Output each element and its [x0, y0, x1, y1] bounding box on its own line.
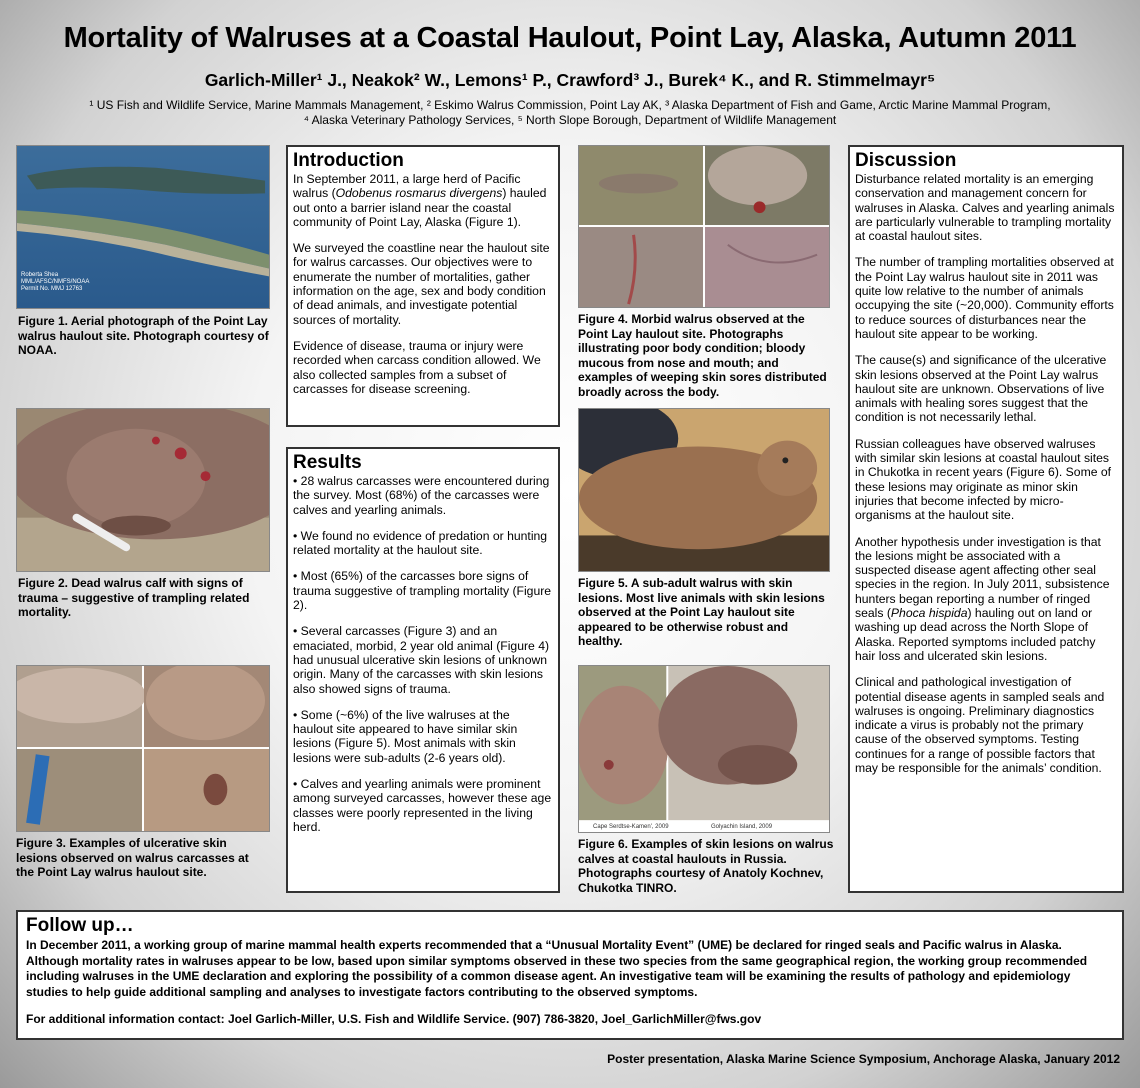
- figure-6-label-right: Golyachin Island, 2009: [711, 824, 773, 830]
- introduction-paragraph-2: We surveyed the coastline near the haulout site for walrus carcasses. Our objectives were to enumerate the number of mortalities, gather information on the age, sex and body condition of dead animals, and investigate potential sources of mortality.: [293, 241, 550, 327]
- discussion-heading: Discussion: [855, 150, 957, 171]
- contact-info: For additional information contact: Joel Garlich-Miller, U.S. Fish and Wildlife Service. (907) 786-3820, Joel_GarlichMiller@fws.gov: [26, 1012, 762, 1026]
- walrus-species-name: Odobenus rosmarus divergens: [335, 186, 503, 201]
- figure-1-photo-credit: Roberta Shea MML/AFSC/NMFS/NOAA Permit No. MMJ 12763: [21, 272, 90, 292]
- discussion-paragraph-4: Russian colleagues have observed walruses with similar skin lesions at coastal haulout sites in Chukotka in recent years (Figure 6). Some of these lesions may originate as minor skin injuries that become infected by micro-organisms at the haulout site.: [855, 436, 1112, 523]
- follow-up-paragraph: In December 2011, a working group of marine mammal health experts recommended that a “Unusual Mortality Event” (UME) be declared for ringed seals and Pacific walrus in Alaska. Although mortality rates in walruses appear to be low, based upon similar symptoms observed in these two species from the same geographical region, the working group recommended including walruses in the UME declaration and exploring the possibility of a common disease agent. An investigative team will be examining the results of pathology and epidemiology studies to help guide additional sampling and analyses to investigate factors contributing to the observed symptoms.: [26, 938, 1088, 999]
- introduction-section: [286, 145, 560, 427]
- figure-5-caption: Figure 5. A sub-adult walrus with skin lesions. Most live animals with skin lesions observed at the Point Lay haulout site appeared to be otherwise robust and healthy.: [578, 576, 825, 648]
- figure-3-caption: Figure 3. Examples of ulcerative skin lesions observed on walrus carcasses at the Point Lay walrus haulout site.: [16, 836, 249, 879]
- figure-1-aerial-photo: [16, 145, 270, 309]
- figure-4-morbid-walrus-photos: [578, 145, 830, 308]
- discussion-paragraph-2: The number of trampling mortalities observed at the Point Lay walrus haulout site in 2011 was quite low relative to the number of animals occupying the site (~20,000). Community efforts to reduce sources of disturbances near the haulout site appear to be working.: [855, 255, 1114, 341]
- results-heading: Results: [293, 452, 362, 473]
- introduction-heading: Introduction: [293, 150, 404, 171]
- figure-5-sub-adult-walrus-photo: [578, 408, 830, 572]
- results-item: • We found no evidence of predation or hunting related mortality at the haulout site.: [293, 528, 548, 558]
- discussion-section: [848, 145, 1124, 893]
- figure-6-caption: Figure 6. Examples of skin lesions on walrus calves at coastal haulouts in Russia. Photographs courtesy of Anatoly Kochnev, Chukotka TINRO.: [578, 837, 834, 895]
- figure-6-label-left: Cape Serdtse-Kamen', 2009: [593, 824, 669, 830]
- discussion-paragraph-5: Another hypothesis under investigation is that the lesions might be associated with a suspected disease agent affecting other seal species in the region. In July 2011, subsistence hunters began reporting a number of ringed seals (Phoca hispida) hauling out on land or washing up dead across the North Slope of Alaska. Reported symptoms included patchy hair loss and ulcerated skin lesions.: [855, 534, 1110, 663]
- figure-6-russia-walrus-photos: [578, 665, 830, 833]
- affiliations-line-1: ¹ US Fish and Wildlife Service, Marine Mammals Management, ² Eskimo Walrus Commission, Point Lay AK, ³ Alaska Department of Fish and Game, Arctic Marine Mammal Program,: [89, 98, 1051, 112]
- figure-2-caption: Figure 2. Dead walrus calf with signs of trauma – suggestive of trampling related mortality.: [18, 576, 250, 619]
- follow-up-section: [16, 910, 1124, 1040]
- discussion-paragraph-6: Clinical and pathological investigation of potential disease agents in sampled seals and walruses is ongoing. Preliminary diagnostics indicate a virus is probably not the primary cause of the observed symptoms. Testing continues for a range of possible factors that may be responsible for the animals’ condition.: [855, 675, 1105, 775]
- follow-up-heading: Follow up…: [26, 915, 134, 936]
- results-item: • Several carcasses (Figure 3) and an emaciated, morbid, 2 year old animal (Figure 4) had unusual ulcerative skin lesions of unknown origin. Many of the carcasses with skin lesions also showed signs of trauma.: [293, 624, 550, 696]
- figure-1-caption: Figure 1. Aerial photograph of the Point Lay walrus haulout site. Photograph courtesy of NOAA.: [18, 314, 269, 357]
- figure-3-lesion-photos: [16, 665, 270, 832]
- seal-species-name: Phoca hispida: [890, 606, 968, 621]
- figure-2-walrus-calf-photo: [16, 408, 270, 572]
- author-list: Garlich-Miller¹ J., Neakok² W., Lemons¹ P., Crawford³ J., Burek⁴ K., and R. Stimmelmayr⁵: [204, 70, 936, 90]
- footer-note: Poster presentation, Alaska Marine Science Symposium, Anchorage Alaska, January 2012: [607, 1052, 1120, 1066]
- results-item: • Most (65%) of the carcasses bore signs of trauma suggestive of trampling mortality (Figure 2).: [293, 569, 552, 613]
- results-section: [286, 447, 560, 893]
- poster-title: Mortality of Walruses at a Coastal Haulout, Point Lay, Alaska, Autumn 2011: [63, 22, 1077, 54]
- introduction-paragraph-1: In September 2011, a large herd of Pacific walrus (Odobenus rosmarus divergens) hauled out onto a barrier island near the coastal community of Point Lay, Alaska (Figure 1).: [293, 172, 547, 229]
- results-item: • Some (~6%) of the live walruses at the haulout site appeared to have similar skin lesions (Figure 5). Most animals with skin lesions were sub-adults (2-6 years old).: [293, 707, 518, 765]
- affiliations: [30, 98, 1110, 128]
- discussion-paragraph-1: Disturbance related mortality is an emerging conservation and management concern for walruses in Alaska. Calves and yearling animals are particularly vulnerable to trampling mortality at coastal haulout sites.: [855, 172, 1115, 244]
- discussion-paragraph-3: The cause(s) and significance of the ulcerative skin lesions observed at the Point Lay walrus haulout site are unknown. Observations of live animals with healing sores suggest that the condition is not necessarily lethal.: [855, 353, 1107, 425]
- results-item: • Calves and yearling animals were prominent among surveyed carcasses, however these age classes were poorly represented in the living herd.: [293, 777, 552, 834]
- affiliations-line-2: ⁴ Alaska Veterinary Pathology Services, ⁵ North Slope Borough, Department of Wildlife Management: [303, 113, 837, 127]
- introduction-paragraph-3: Evidence of disease, trauma or injury were recorded when carcass condition allowed. We also collected samples from a subset of carcasses for disease screening.: [293, 338, 541, 396]
- figure-4-caption: Figure 4. Morbid walrus observed at the Point Lay haulout site. Photographs illustrating poor body condition; bloody mucous from nose and mouth; and examples of weeping skin sores distributed broadly across the body.: [578, 312, 827, 399]
- results-item: • 28 walrus carcasses were encountered during the survey. Most (68%) of the carcasses were calves and yearling animals.: [293, 474, 550, 517]
